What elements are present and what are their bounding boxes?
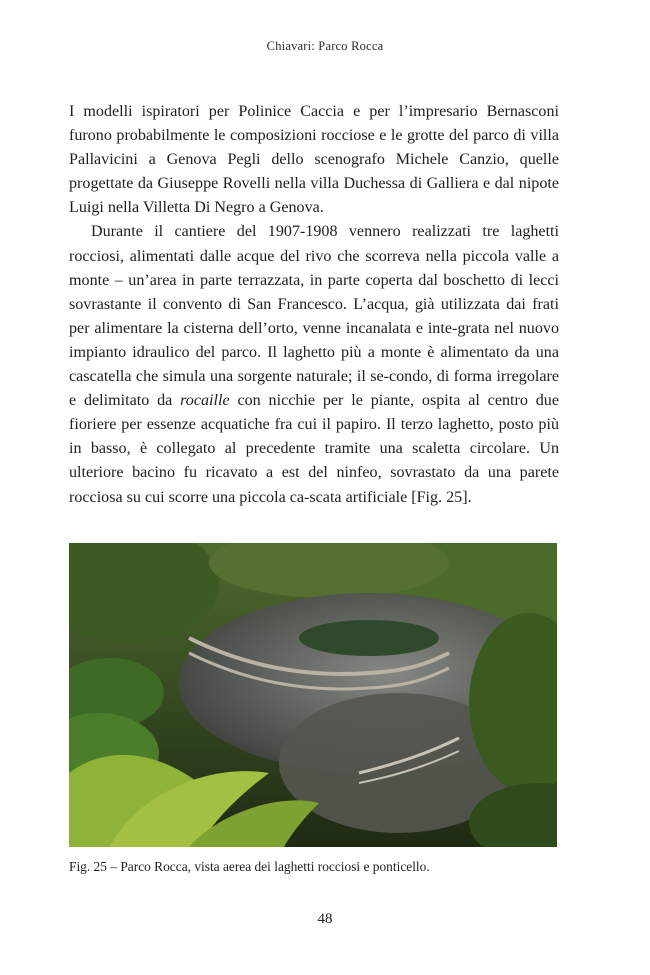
body-text <box>69 100 559 510</box>
paragraph-2-emphasis: rocaille <box>180 392 230 410</box>
paragraph-2 <box>69 220 559 509</box>
garden-photo-illustration <box>69 543 557 847</box>
running-head: Chiavari: Parco Rocca <box>266 39 384 53</box>
figure-photo <box>69 543 557 847</box>
page-number: 48 <box>317 911 333 927</box>
paragraph-2-text-a: Durante il cantiere del 1907-1908 vennero realizzati tre laghetti rocciosi, alimentati dalle acque del rivo che scorreva nella piccola valle a monte – un’area in parte terrazzata, in parte coperta dal boschetto di lecci sovrastante il convento di San Francesco. L’acqua, già utilizzata dai frati per alimentare la cisterna dell’orto, venne incanalata e inte-grata nel nuovo impianto idraulico del parco. Il laghetto più a monte è alimentato da una cascatella che simula una sorgente naturale; il se-condo, di forma irregolare e delimitato da <box>69 223 559 410</box>
figure-caption: Fig. 25 – Parco Rocca, vista aerea dei laghetti rocciosi e ponticello. <box>69 859 430 874</box>
paragraph-2-text-b: con nicchie per le piante, ospita al centro due fioriere per essenze acquatiche fra cui il papiro. Il terzo laghetto, posto più in basso, è collegato al precedente tramite una scaletta circolare. Un ulteriore bacino fu ricavato a est del ninfeo, sovrastato da una parete rocciosa su cui scorre una piccola ca-scata artificiale [Fig. 25]. <box>69 392 559 506</box>
paragraph-1: I modelli ispiratori per Polinice Caccia e per l’impresario Bernasconi furono probabilmente le composizioni rocciose e le grotte del parco di villa Pallavicini a Genova Pegli dello scenografo Michele Canzio, quelle progettate da Giuseppe Rovelli nella villa Duchessa di Galliera e dal nipote Luigi nella Villetta Di Negro a Genova. <box>69 103 559 217</box>
